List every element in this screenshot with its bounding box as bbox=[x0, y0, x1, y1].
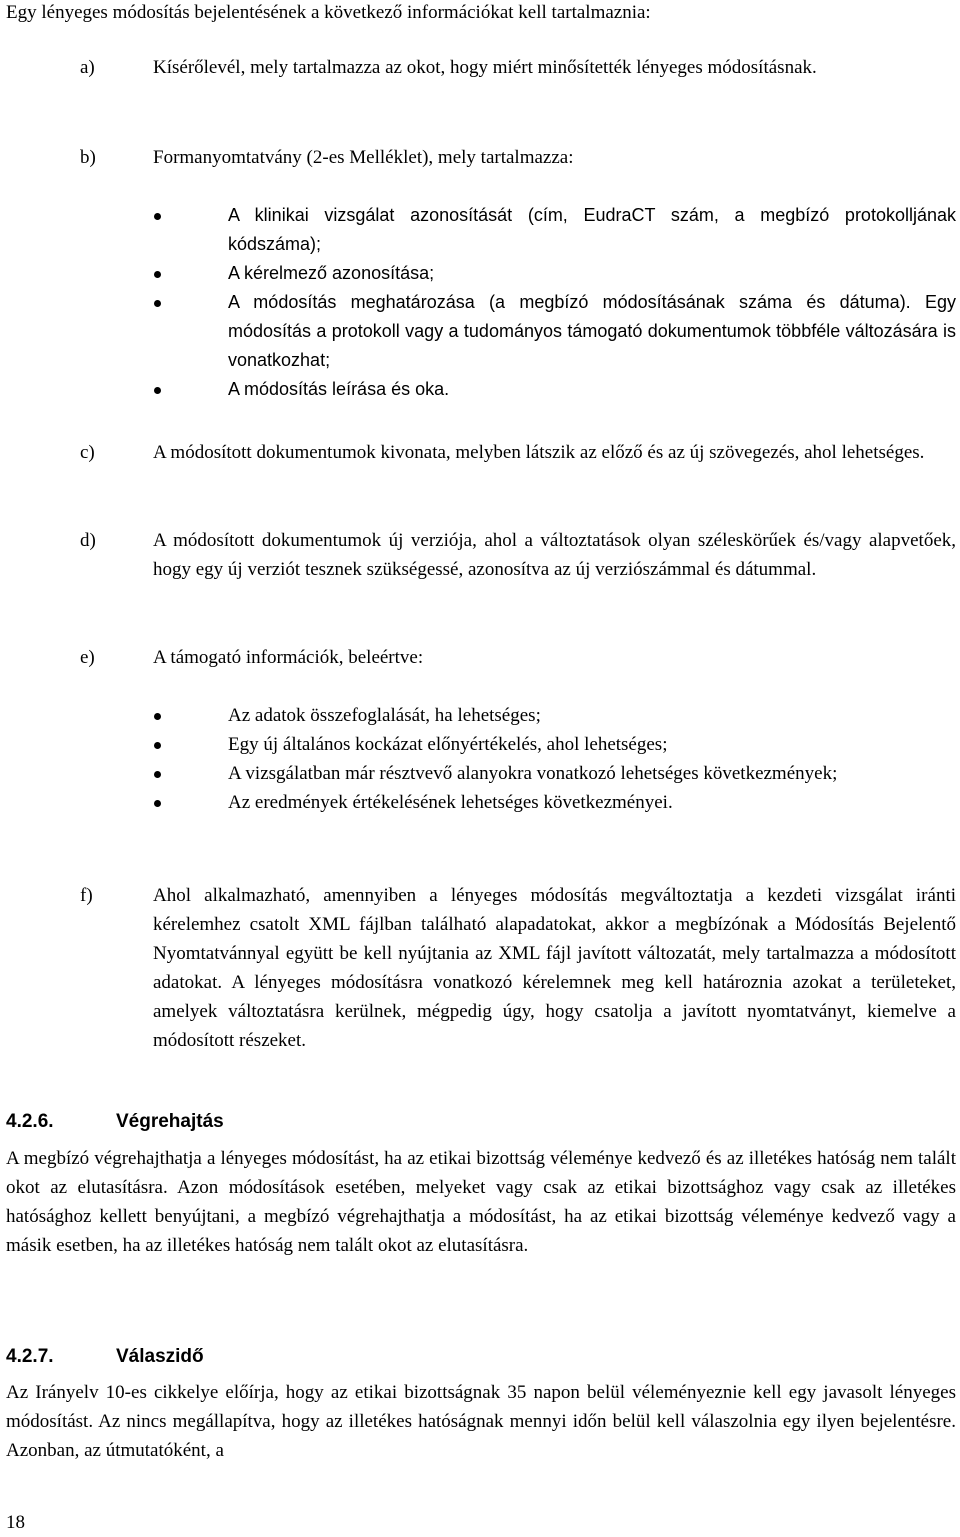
item-text: A módosított dokumentumok kivonata, melyben látszik az előző és az új szövegezés, ahol lehetséges. bbox=[153, 442, 925, 463]
list-item-b bbox=[80, 143, 956, 172]
bullet-text: A kérelmező azonosítása; bbox=[228, 263, 435, 283]
bullet-text: A klinikai vizsgálat azonosítását (cím, EudraCT szám, a megbízó protokolljának kódszáma); bbox=[228, 205, 956, 254]
list-item-d bbox=[80, 526, 956, 584]
item-text: A támogató információk, beleértve: bbox=[153, 647, 424, 668]
list-item bbox=[152, 259, 956, 288]
bullet-list-b bbox=[152, 201, 956, 404]
bullet-icon bbox=[154, 713, 161, 720]
bullet-text: A vizsgálatban már résztvevő alanyokra vonatkozó lehetséges következmények; bbox=[228, 763, 838, 784]
list-item bbox=[152, 788, 956, 817]
bullet-icon bbox=[154, 742, 161, 749]
bullet-icon bbox=[154, 771, 161, 778]
list-item bbox=[152, 759, 956, 788]
list-item bbox=[152, 730, 956, 759]
list-item-f bbox=[80, 881, 956, 1055]
section-number: 4.2.6. bbox=[6, 1111, 54, 1132]
list-item bbox=[152, 288, 956, 375]
page-number: 18 bbox=[6, 1512, 25, 1533]
bullet-text: Az eredmények értékelésének lehetséges következményei. bbox=[228, 792, 673, 813]
section-number: 4.2.7. bbox=[6, 1346, 54, 1367]
item-label: a) bbox=[80, 57, 95, 78]
item-label: c) bbox=[80, 442, 95, 463]
bullet-icon bbox=[154, 300, 161, 307]
intro-text: Egy lényeges módosítás bejelentésének a következő információkat kell tartalmaznia: bbox=[6, 2, 651, 23]
bullet-icon bbox=[154, 213, 161, 220]
list-item-a bbox=[80, 53, 956, 82]
item-text: A módosított dokumentumok új verziója, ahol a változtatások olyan széleskörűek és/vagy alapvetőek, hogy egy új verziót tesznek szükségessé, azonosítva az új verziószámmal és dátummal. bbox=[153, 530, 956, 580]
item-label: e) bbox=[80, 647, 95, 668]
bullet-text: Egy új általános kockázat előnyértékelés, ahol lehetséges; bbox=[228, 734, 668, 755]
item-label: b) bbox=[80, 147, 96, 168]
section-body-426: A megbízó végrehajthatja a lényeges módosítást, ha az etikai bizottság véleménye kedvező és az illetékes hatóság nem talált okot az elutasításra. Azon módosítások esetében, melyeket vagy csak az etikai bizottsághoz vagy csak az illetékes hatósághoz kellett benyújtani, a megbízó végrehajthatja a módosítást, ha az etikai bizottság véleménye kedvező vagy a másik esetben, ha az illetékes hatóság nem talált okot az elutasításra. bbox=[6, 1148, 956, 1256]
section-title: Válaszidő bbox=[116, 1346, 204, 1367]
item-label: d) bbox=[80, 530, 96, 551]
list-item-e bbox=[80, 643, 956, 672]
bullet-icon bbox=[154, 387, 161, 394]
list-item-c bbox=[80, 438, 956, 467]
list-item bbox=[152, 375, 956, 404]
list-item bbox=[152, 201, 956, 259]
section-body-427: Az Irányelv 10-es cikkelye előírja, hogy az etikai bizottságnak 35 napon belül véleményeznie kell egy javasolt lényeges módosítást. Az nincs megállapítva, hogy az illetékes hatóságnak mennyi időn belül kell válaszolnia egy ilyen bejelentésre. Azonban, az útmutatóként, a bbox=[6, 1382, 956, 1461]
section-heading-426 bbox=[6, 1110, 224, 1134]
section-heading-427 bbox=[6, 1345, 204, 1369]
item-text: Kísérőlevél, mely tartalmazza az okot, hogy miért minősítették lényeges módosításnak. bbox=[153, 57, 817, 78]
bullet-icon bbox=[154, 800, 161, 807]
bullet-text: A módosítás leírása és oka. bbox=[228, 379, 450, 399]
item-text: Ahol alkalmazható, amennyiben a lényeges módosítás megváltoztatja a kezdeti vizsgálat iránti kérelemhez csatolt XML fájlban található alapadatokat, akkor a megbízónak a Módosítás Bejelentő Nyomtatvánnyal együtt be kell nyújtania az XML fájl javított változatát, mely tartalmazza a módosított adatokat. A lényeges módosításra vonatkozó kérelemnek meg kell határoznia azokat a területeket, amelyek változtatásra kerülnek, mégpedig úgy, hogy csatolja a javított nyomtatványt, kiemelve a módosított részeket. bbox=[153, 885, 956, 1051]
section-title: Végrehajtás bbox=[116, 1111, 224, 1132]
item-text: Formanyomtatvány (2-es Melléklet), mely tartalmazza: bbox=[153, 147, 574, 168]
list-item bbox=[152, 701, 956, 730]
item-label: f) bbox=[80, 885, 93, 906]
bullet-text: Az adatok összefoglalását, ha lehetséges; bbox=[228, 705, 541, 726]
bullet-list-e bbox=[152, 701, 956, 817]
bullet-icon bbox=[154, 271, 161, 278]
bullet-text: A módosítás meghatározása (a megbízó módosításának száma és dátuma). Egy módosítás a protokoll vagy a tudományos támogató dokumentumok többféle változására is vonatkozhat; bbox=[228, 292, 956, 370]
